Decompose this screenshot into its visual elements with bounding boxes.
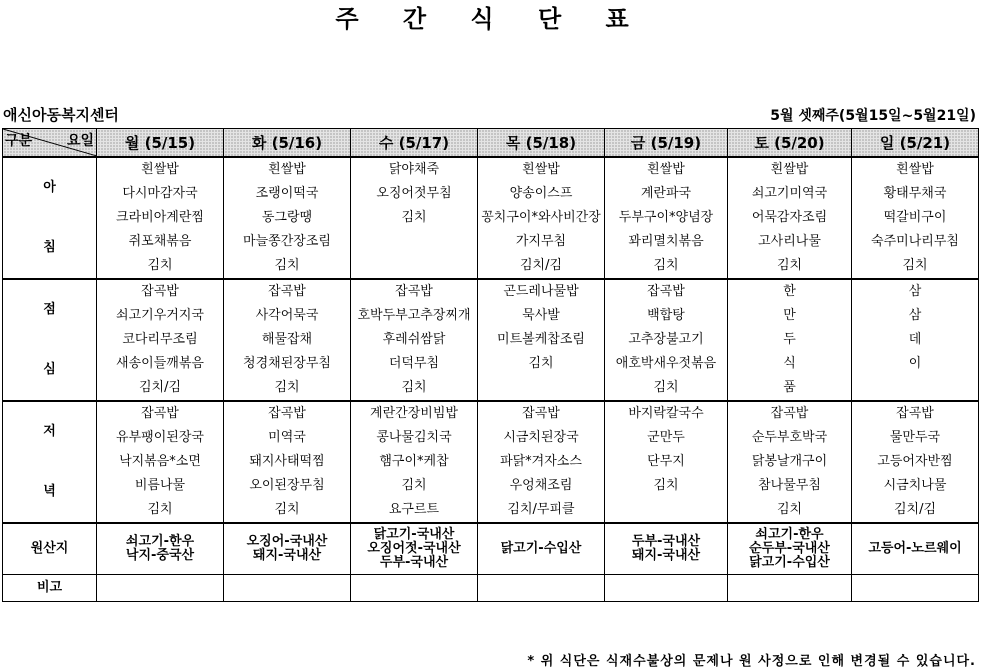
meal-label-box [3, 280, 96, 400]
organization-name: 애신아동복지센터 [3, 106, 119, 124]
menu-cell: 해물잡채 [224, 328, 351, 352]
origin-cell [605, 523, 728, 575]
menu-cell: 더덕무침 [351, 352, 478, 376]
menu-cell: 꽁치구이*와사비간장 [478, 206, 605, 230]
origin-label: 원산지 [3, 523, 97, 575]
menu-cell: 고추장불고기 [605, 328, 728, 352]
menu-cell: 백합탕 [605, 304, 728, 328]
remarks-cell [478, 575, 605, 602]
menu-cell: 닭야채죽 [351, 157, 478, 182]
origin-cell [351, 523, 478, 575]
origin-line: 오징어-국내산 [246, 534, 328, 549]
menu-cell: 계란간장비빔밥 [351, 401, 478, 426]
origin-line: 돼지-국내산 [631, 548, 701, 563]
origin-row [3, 523, 979, 575]
menu-cell: 김치 [351, 206, 478, 230]
menu-row [3, 182, 979, 206]
menu-cell: 애호박새우젓볶음 [605, 352, 728, 376]
menu-cell: 흰쌀밥 [224, 157, 351, 182]
menu-row [3, 352, 979, 376]
menu-cell: 순두부호박국 [728, 426, 852, 450]
menu-cell: 황태무채국 [852, 182, 979, 206]
menu-cell: 흰쌀밥 [97, 157, 224, 182]
meal-label-top: 저 [43, 424, 56, 439]
menu-cell: 삼 [852, 304, 979, 328]
menu-cell: 바지락칼국수 [605, 401, 728, 426]
menu-cell: 고등어자반찜 [852, 450, 979, 474]
menu-cell: 곤드레나물밥 [478, 279, 605, 304]
day-header: 화 (5/16) [224, 129, 351, 158]
menu-cell: 군만두 [605, 426, 728, 450]
weekly-menu-table [2, 128, 979, 602]
menu-cell: 잡곡밥 [478, 401, 605, 426]
menu-cell: 김치 [605, 254, 728, 279]
meal-label-top: 점 [43, 302, 56, 317]
menu-cell [478, 376, 605, 401]
menu-cell: 김치 [224, 376, 351, 401]
origin-line: 두부-국내산 [631, 534, 701, 549]
menu-cell: 잡곡밥 [852, 401, 979, 426]
menu-row [3, 450, 979, 474]
menu-cell: 유부팽이된장국 [97, 426, 224, 450]
menu-cell: 잡곡밥 [224, 401, 351, 426]
menu-cell: 두부구이*양념장 [605, 206, 728, 230]
menu-cell: 요구르트 [351, 498, 478, 523]
day-header: 금 (5/19) [605, 129, 728, 158]
footnote: * 위 식단은 식재수불상의 문제나 원 사정으로 인해 변경될 수 있습니다. [527, 654, 976, 669]
menu-cell: 잡곡밥 [97, 401, 224, 426]
menu-cell: 김치 [852, 254, 979, 279]
remarks-cell [97, 575, 224, 602]
origin-line: 쇠고기-한우 [755, 527, 824, 542]
remarks-cell [224, 575, 351, 602]
meal-label-bottom: 녁 [43, 484, 56, 499]
menu-cell: 콩나물김치국 [351, 426, 478, 450]
menu-row [3, 304, 979, 328]
menu-cell: 데 [852, 328, 979, 352]
menu-cell: 꽈리멸치볶음 [605, 230, 728, 254]
menu-cell [351, 254, 478, 279]
meal-label-bottom: 침 [43, 240, 56, 255]
menu-cell: 쥐포채볶음 [97, 230, 224, 254]
origin-line: 오징어젓-국내산 [367, 541, 461, 556]
day-header: 토 (5/20) [728, 129, 852, 158]
menu-cell: 잡곡밥 [224, 279, 351, 304]
origin-line: 고등어-노르웨이 [868, 541, 962, 556]
origin-cell [97, 523, 224, 575]
menu-cell: 두 [728, 328, 852, 352]
menu-row [3, 376, 979, 401]
menu-cell: 김치 [351, 376, 478, 401]
menu-cell: 물만두국 [852, 426, 979, 450]
menu-cell: 참나물무침 [728, 474, 852, 498]
menu-row [3, 157, 979, 182]
menu-cell: 김치/김 [852, 498, 979, 523]
menu-cell: 김치 [97, 498, 224, 523]
meal-label-box [3, 158, 96, 278]
menu-cell: 미역국 [224, 426, 351, 450]
menu-cell: 잡곡밥 [728, 401, 852, 426]
menu-cell: 파닭*겨자소스 [478, 450, 605, 474]
menu-row [3, 230, 979, 254]
menu-cell: 쇠고기우거지국 [97, 304, 224, 328]
menu-cell: 김치/무피클 [478, 498, 605, 523]
page-title: 주 간 식 단 표 [335, 5, 647, 33]
menu-cell: 잡곡밥 [605, 279, 728, 304]
menu-cell: 어묵감자조림 [728, 206, 852, 230]
corner-label-day: 요일 [66, 133, 94, 149]
menu-cell: 김치 [224, 498, 351, 523]
day-header: 일 (5/21) [852, 129, 979, 158]
origin-line: 닭고기-국내산 [373, 527, 455, 542]
day-header: 수 (5/17) [351, 129, 478, 158]
origin-cell [852, 523, 979, 575]
meal-label [3, 401, 97, 523]
menu-cell: 흰쌀밥 [852, 157, 979, 182]
menu-cell: 마늘쫑간장조림 [224, 230, 351, 254]
menu-cell: 이 [852, 352, 979, 376]
header-corner [3, 129, 97, 158]
remarks-label: 비고 [3, 575, 97, 602]
menu-row [3, 426, 979, 450]
menu-cell: 시금치된장국 [478, 426, 605, 450]
menu-cell [605, 498, 728, 523]
menu-cell: 시금치나물 [852, 474, 979, 498]
menu-cell: 코다리무조림 [97, 328, 224, 352]
origin-line: 돼지-국내산 [252, 548, 322, 563]
menu-cell: 청경채된장무침 [224, 352, 351, 376]
menu-cell: 김치/김 [478, 254, 605, 279]
meal-label [3, 279, 97, 401]
menu-row [3, 401, 979, 426]
meal-label [3, 157, 97, 279]
menu-cell: 비름나물 [97, 474, 224, 498]
menu-cell: 햄구이*케찹 [351, 450, 478, 474]
menu-cell: 김치 [605, 376, 728, 401]
menu-cell: 사각어묵국 [224, 304, 351, 328]
menu-cell: 크라비아계란찜 [97, 206, 224, 230]
menu-cell: 만 [728, 304, 852, 328]
menu-cell: 김치 [728, 498, 852, 523]
menu-cell: 양송이스프 [478, 182, 605, 206]
origin-line: 낙지-중국산 [125, 548, 195, 563]
menu-cell: 숙주미나리무침 [852, 230, 979, 254]
menu-cell: 떡갈비구이 [852, 206, 979, 230]
menu-cell: 김치 [351, 474, 478, 498]
meal-label-top: 아 [43, 180, 56, 195]
menu-row [3, 279, 979, 304]
menu-cell: 우엉채조림 [478, 474, 605, 498]
menu-row [3, 254, 979, 279]
menu-cell [852, 376, 979, 401]
menu-cell: 오이된장무침 [224, 474, 351, 498]
meal-label-bottom: 심 [43, 362, 56, 377]
menu-cell: 미트볼케찹조림 [478, 328, 605, 352]
menu-cell: 김치 [728, 254, 852, 279]
origin-cell [224, 523, 351, 575]
menu-cell: 식 [728, 352, 852, 376]
day-header: 월 (5/15) [97, 129, 224, 158]
menu-cell: 흰쌀밥 [478, 157, 605, 182]
remarks-cell [728, 575, 852, 602]
menu-cell: 동그랑땡 [224, 206, 351, 230]
origin-cell [478, 523, 605, 575]
menu-cell [351, 230, 478, 254]
menu-row [3, 328, 979, 352]
menu-cell: 돼지사태떡찜 [224, 450, 351, 474]
menu-cell: 계란파국 [605, 182, 728, 206]
menu-cell: 낙지볶음*소면 [97, 450, 224, 474]
origin-cell [728, 523, 852, 575]
origin-line: 두부-국내산 [379, 555, 449, 570]
origin-line: 순두부-국내산 [749, 541, 830, 556]
menu-cell: 새송이들깨볶음 [97, 352, 224, 376]
menu-cell: 김치 [224, 254, 351, 279]
menu-cell: 후레쉬쌈닭 [351, 328, 478, 352]
menu-cell: 조랭이떡국 [224, 182, 351, 206]
menu-cell: 고사리나물 [728, 230, 852, 254]
remarks-row [3, 575, 979, 602]
menu-cell: 삼 [852, 279, 979, 304]
menu-cell: 닭봉날개구이 [728, 450, 852, 474]
meal-label-box [3, 402, 96, 522]
menu-row [3, 206, 979, 230]
remarks-cell [351, 575, 478, 602]
menu-cell: 단무지 [605, 450, 728, 474]
origin-line: 닭고기-수입산 [749, 555, 830, 570]
menu-cell: 가지무침 [478, 230, 605, 254]
day-header: 목 (5/18) [478, 129, 605, 158]
menu-cell: 묵사발 [478, 304, 605, 328]
origin-line: 닭고기-수입산 [500, 541, 582, 556]
week-label: 5월 셋째주(5월15일~5월21일) [770, 108, 976, 124]
menu-cell: 잡곡밥 [97, 279, 224, 304]
menu-row [3, 474, 979, 498]
header-row [3, 129, 979, 158]
corner-label-category: 구분 [5, 133, 33, 149]
menu-cell: 김치 [97, 254, 224, 279]
menu-cell: 김치 [478, 352, 605, 376]
menu-cell: 한 [728, 279, 852, 304]
menu-cell: 흰쌀밥 [605, 157, 728, 182]
menu-row [3, 498, 979, 523]
menu-cell: 김치 [605, 474, 728, 498]
remarks-cell [605, 575, 728, 602]
menu-cell: 흰쌀밥 [728, 157, 852, 182]
remarks-cell [852, 575, 979, 602]
menu-cell: 오징어젓무침 [351, 182, 478, 206]
menu-cell: 김치/김 [97, 376, 224, 401]
menu-cell: 잡곡밥 [351, 279, 478, 304]
menu-cell: 쇠고기미역국 [728, 182, 852, 206]
menu-cell: 다시마감자국 [97, 182, 224, 206]
menu-cell: 품 [728, 376, 852, 401]
menu-cell: 호박두부고추장찌개 [351, 304, 478, 328]
origin-line: 쇠고기-한우 [125, 534, 195, 549]
